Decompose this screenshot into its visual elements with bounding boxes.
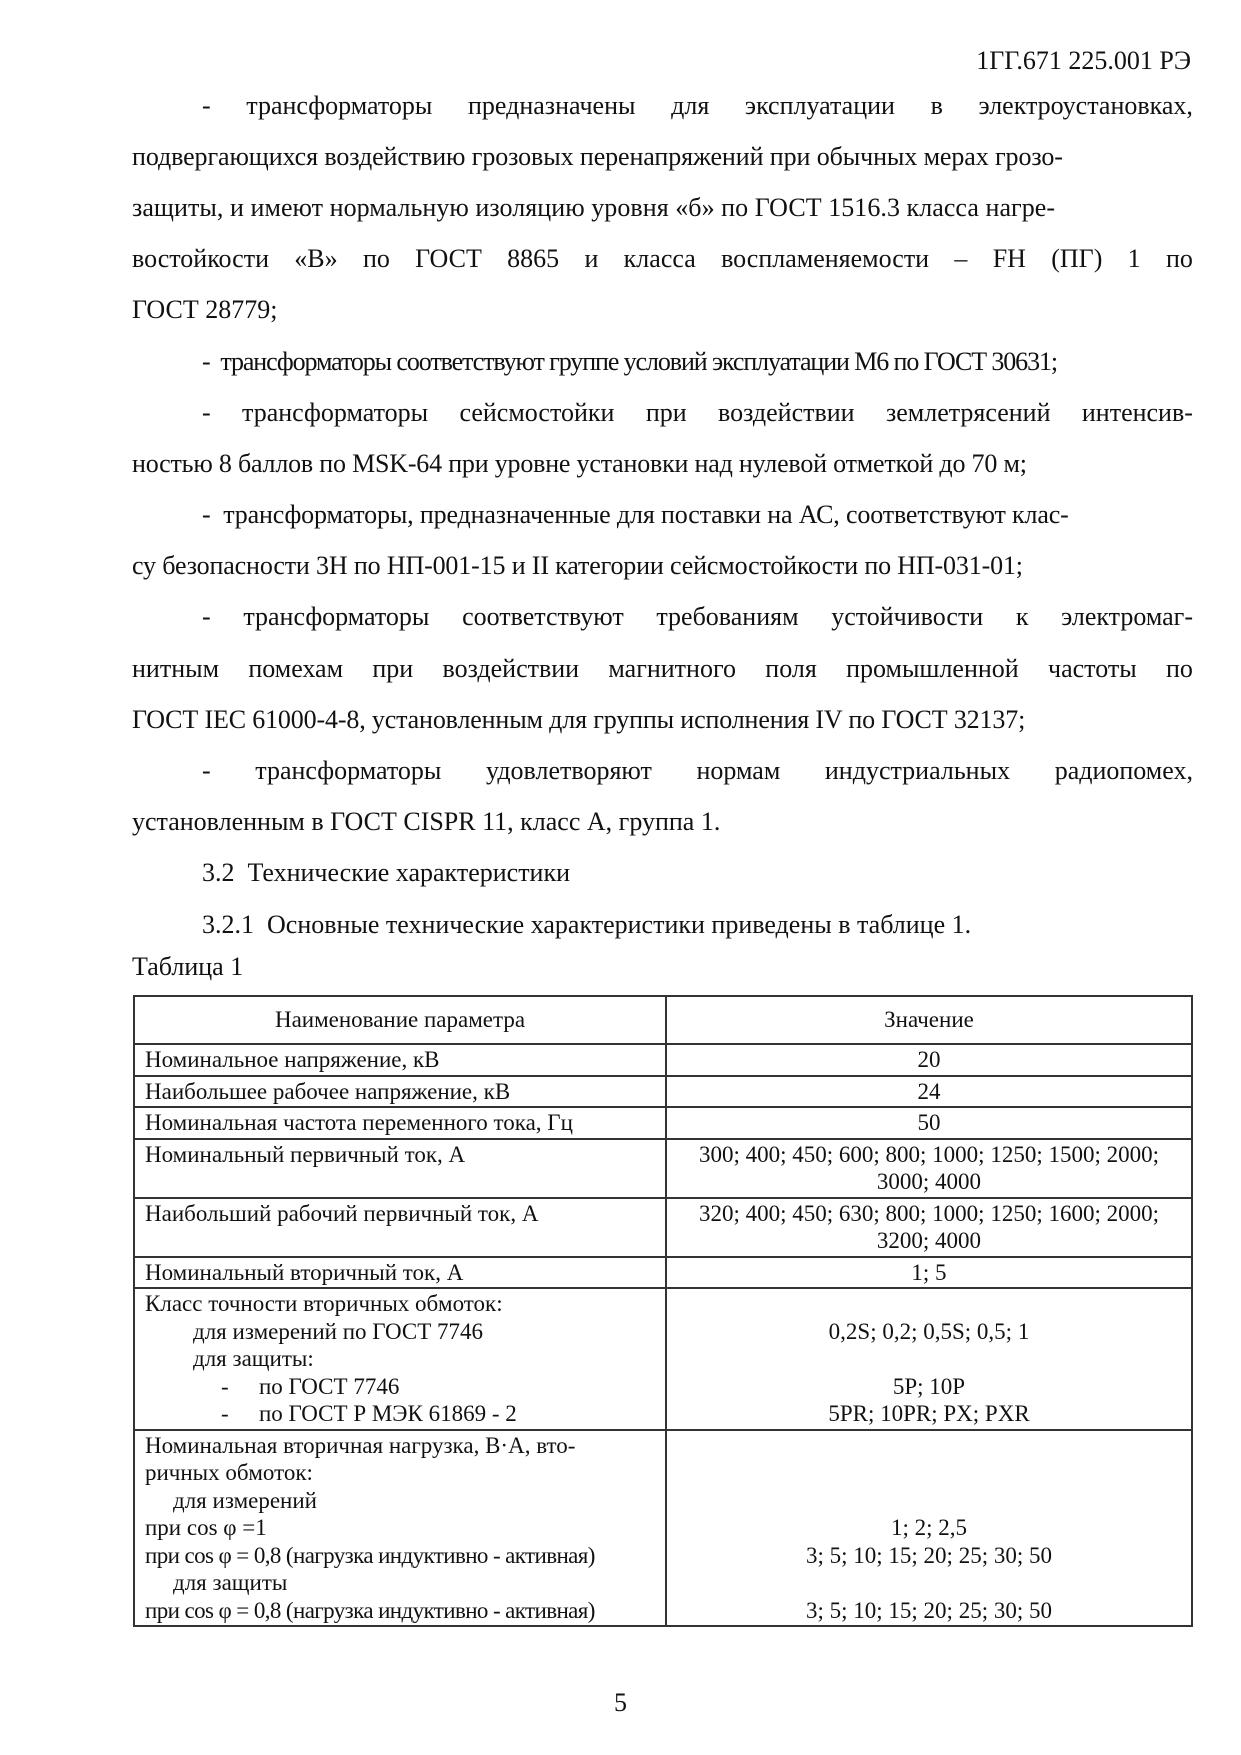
subsection-text: 3.2.1 Основные технические характеристики приведены в таблице 1. [202,909,972,939]
text-line: ГОСТ 28779; [132,295,278,325]
table-row: Номинальная вторичная нагрузка, В·А, вто- ричных обмоток: для измерений при cos φ =1 при cos φ = 0,8 (нагрузка индуктивно - активная) для защиты при cos φ = 0,8 (нагрузка индуктивно - активная) 1; 2; 2,5 3; 5; 10; 15; 20; 25; 30; 50 3; 5; 10; 15; 20; 25; 30; 50 [134,1430,1192,1627]
table-row: Номинальный вторичный ток, А 1; 5 [134,1257,1192,1289]
text-line: - трансформаторы сейсмостойки при воздействии землетрясений интенсив- [202,397,1193,427]
specifications-table [133,995,1193,1627]
text-line: - трансформаторы предназначены для эксплуатации в электроустановках, [202,90,1193,120]
page-number: 5 [614,1688,627,1717]
table-row: Наибольший рабочий первичный ток, А 320; 400; 450; 630; 800; 1000; 1250; 1600; 2000; 3200; 4000 [134,1198,1192,1257]
table-header-row [134,996,1192,1044]
section-heading: 3.2 Технические характеристики [202,858,571,888]
table-row: Номинальный первичный ток, А 300; 400; 450; 600; 800; 1000; 1250; 1500; 2000; 3000; 4000 [134,1139,1192,1198]
text-line: - трансформаторы, предназначенные для поставки на АС, соответствуют клас- [202,500,1069,530]
column-header-value: Значение [666,996,1192,1044]
text-line: су безопасности 3Н по НП-001-15 и II категории сейсмостойкости по НП-031-01; [132,551,1023,581]
table-row: Номинальное напряжение, кВ 20 [134,1044,1192,1076]
text-line: - трансформаторы соответствуют группе условий эксплуатации М6 по ГОСТ 30631; [202,346,1057,376]
table-row: Класс точности вторичных обмоток: для измерений по ГОСТ 7746 для защиты: - по ГОСТ 7746 - по ГОСТ Р МЭК 61869 - 2 0,2S; 0,2; 0,5S; 0,5; 1 5P; 10P 5PR; 10PR; PX; PXR [134,1288,1192,1430]
table-caption: Таблица 1 [132,952,244,981]
text-line: подвергающихся воздействию грозовых перенапряжений при обычных мерах грозо- [132,141,1063,171]
text-line: ГОСТ IEC 61000-4-8, установленным для группы исполнения IV по ГОСТ 32137; [132,704,1026,734]
document-code: 1ГГ.671 225.001 РЭ [976,46,1191,75]
column-header-parameter: Наименование параметра [134,996,666,1044]
text-line: нитным помехам при воздействии магнитного поля промышленной частоты по [132,653,1193,683]
text-line: - трансформаторы соответствуют требованиям устойчивости к электромаг- [202,602,1193,632]
text-line: востойкости «В» по ГОСТ 8865 и класса воспламеняемости – FH (ПГ) 1 по [132,244,1193,274]
table-row: Наибольшее рабочее напряжение, кВ 24 [134,1076,1192,1108]
text-line: установленным в ГОСТ CISPR 11, класс А, группа 1. [132,807,721,837]
table-row: Номинальная частота переменного тока, Гц 50 [134,1107,1192,1139]
text-line: защиты, и имеют нормальную изоляцию уровня «б» по ГОСТ 1516.3 класса нагре- [132,192,1056,222]
text-line: ностью 8 баллов по MSK-64 при уровне установки над нулевой отметкой до 70 м; [132,448,1027,478]
text-line: - трансформаторы удовлетворяют нормам индустриальных радиопомех, [202,756,1193,786]
body-text [132,80,1193,950]
